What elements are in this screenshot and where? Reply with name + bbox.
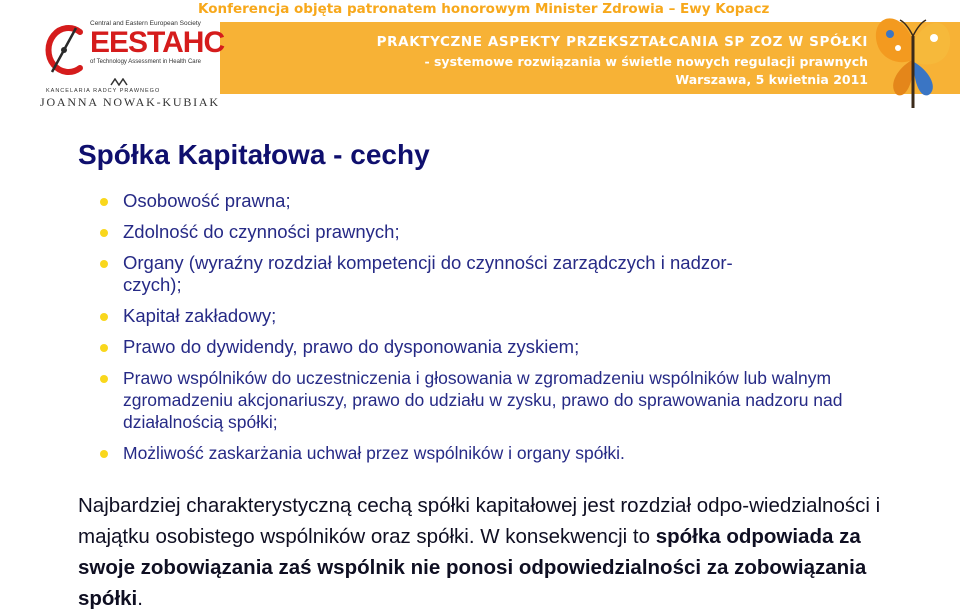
slide-title: Spółka Kapitałowa - cechy (78, 139, 430, 170)
list-item: Zdolność do czynności prawnych; (100, 221, 870, 243)
eestahc-subtitle-label: of Technology Assessment in Health Care (90, 59, 201, 65)
butterfly-icon (868, 8, 954, 116)
law-office-mark-icon (110, 78, 130, 86)
bullet-dot-icon (100, 313, 108, 321)
list-item: Możliwość zaskarżania uchwał przez wspólników i organy spółki. (100, 442, 870, 464)
summary-text: Najbardziej charakterystyczną cechą spółki kapitałowej jest rozdział odpo-wiedzialności i majątku osobistego wspólników oraz spółki. W konsekwencji to (78, 494, 881, 548)
eestahc-society-label: Central and Eastern European Society (90, 20, 201, 27)
summary-paragraph (78, 490, 888, 614)
feature-list (100, 190, 870, 464)
bullet-dot-icon (100, 229, 108, 237)
bullet-dot-icon (100, 198, 108, 206)
bullet-dot-icon (100, 260, 108, 268)
bullet-dot-icon (100, 375, 108, 383)
eestahc-logo-text: EESTAHC (90, 26, 225, 59)
conference-title: PRAKTYCZNE ASPEKTY PRZEKSZTAŁCANIA SP ZOZ W SPÓŁKI (376, 34, 868, 50)
list-item: Kapitał zakładowy; (100, 305, 870, 327)
conference-subtitle: - systemowe rozwiązania w świetle nowych regulacji prawnych (424, 54, 868, 69)
list-item: Organy (wyraźny rozdział kompetencji do czynności zarządczych i nadzor-czych); (100, 252, 870, 296)
summary-end: . (137, 587, 143, 610)
bullet-dot-icon (100, 344, 108, 352)
conference-date: Warszawa, 5 kwietnia 2011 (675, 72, 868, 87)
list-item: Osobowość prawna; (100, 190, 870, 212)
law-office-name: JOANNA NOWAK-KUBIAK (40, 95, 220, 109)
list-item: Prawo do dywidendy, prawo do dysponowania zyskiem; (100, 336, 870, 358)
compass-c-logo-icon (42, 20, 88, 80)
patronage-note: Konferencja objęta patronatem honorowym Minister Zdrowia – Ewy Kopacz (198, 1, 770, 17)
slide-header (0, 0, 960, 118)
bullet-dot-icon (100, 450, 108, 458)
list-item: Prawo wspólników do uczestniczenia i głosowania w zgromadzeniu wspólników lub walnym zgromadzeniu akcjonariuszy, prawo do udziału w zysku, prawo do sprawowania nadzoru nad działalnością spółki; (100, 367, 870, 433)
law-office-label: KANCELARIA RADCY PRAWNEGO (46, 88, 161, 94)
logo-block (38, 14, 225, 110)
summary-emphasis: spółka odpowiada za swoje zobowiązania zaś wspólnik nie ponosi odpowiedzialności za zobowiązania spółki (78, 525, 867, 610)
